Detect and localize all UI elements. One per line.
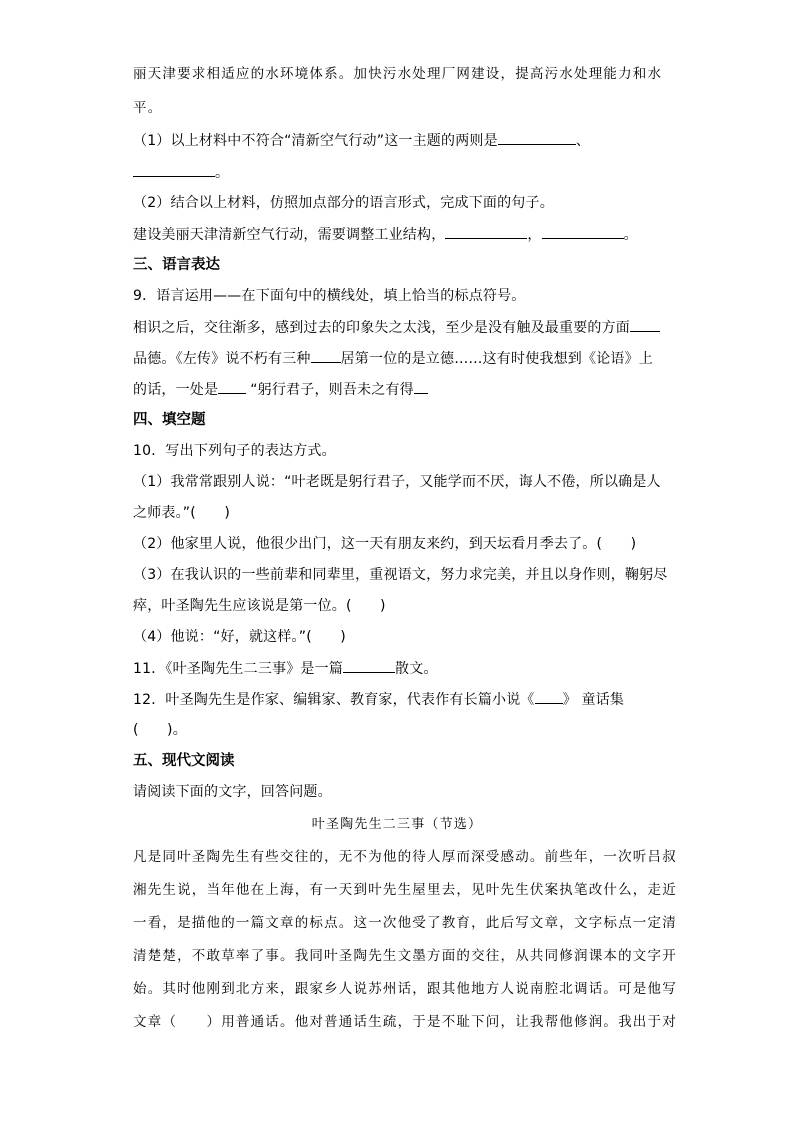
q12 (133, 689, 624, 710)
q8-sub1-text: （1）以上材料中不符合“清新空气行动”这一主题的两则是 (133, 133, 498, 149)
section-title: 四、填空题 (133, 412, 206, 428)
q9-text: 品德。《左传》说不朽有三种 (133, 351, 311, 367)
reading-paragraph-line: 一看，是描他的一篇文章的标点。这一次他受了教育，此后写文章，文字标点一定清 (133, 915, 677, 931)
q9-text: “躬行君子，则吾未之有得 (250, 382, 414, 398)
q8-sub2-end: 。 (623, 227, 638, 243)
q12-text: 12．叶圣陶先生是作家、编辑家、教育家，代表作有长篇小说《 (133, 692, 535, 708)
q8-sub2: （2）结合以上材料，仿照加点部分的语言形式，完成下面的句子。 (133, 195, 554, 211)
section-title: 五、现代文阅读 (133, 753, 235, 769)
q12-text: 》 童话集 (562, 692, 625, 708)
q10-s3-cont: 瘁，叶圣陶先生应该说是第一位。( ) (133, 598, 386, 614)
answer-blank[interactable] (542, 224, 624, 239)
q10-s1: （1）我常常跟别人说：“叶老既是躬行君子，又能学而不厌，诲人不倦，所以确是人 (133, 474, 661, 490)
answer-blank[interactable] (630, 317, 660, 332)
q8-sub2-comma: ， (527, 227, 542, 243)
answer-blank[interactable] (343, 658, 395, 673)
q10-s4: （4）他说：“好，就这样。”( ) (133, 629, 346, 645)
answer-blank[interactable] (218, 379, 246, 394)
reading-title: 叶圣陶先生二三事（节选） (311, 817, 483, 832)
reading-paragraph-line: 始。其时他刚到北方来，跟家乡人说苏州话，跟其他地方人说南腔北调话。可是他写 (133, 981, 677, 997)
q9-text: 的话，一处是 (133, 382, 219, 398)
material-line: 平。 (133, 100, 163, 116)
q8-sub2-line (133, 224, 638, 245)
q9-text: 相识之后，交往渐多，感到过去的印象失之太浅，至少是没有触及最重要的方面 (133, 320, 630, 336)
q9-text: 居第一位的是立德……这有时使我想到《论语》上 (340, 351, 654, 367)
q9-line1 (133, 317, 660, 338)
reading-instruction: 请阅读下面的文字，回答问题。 (133, 784, 332, 800)
q8-sub2-text: 建设美丽天津清新空气行动，需要调整工业结构， (133, 227, 446, 243)
q8-sub1-cont (133, 162, 229, 183)
q10-s1-cont: 之师表。”( ) (133, 505, 230, 521)
answer-blank[interactable] (414, 379, 428, 394)
reading-paragraph-line: 清楚楚，不敢草率了事。我同叶圣陶先生文墨方面的交往，从共同修润课本的文字开 (133, 948, 677, 964)
q9-line2 (133, 348, 653, 369)
answer-blank[interactable] (445, 224, 527, 239)
q10-s2: （2）他家里人说，他很少出门，这一天有朋友来约，到天坛看月季去了。( ) (133, 536, 637, 552)
answer-blank[interactable] (498, 130, 576, 145)
q8-sub1-sep: 、 (575, 133, 591, 149)
answer-blank[interactable] (535, 689, 563, 704)
q12-cont: ( )。 (133, 722, 187, 738)
reading-paragraph-line: 凡是同叶圣陶先生有些交往的，无不为他的待人厚而深受感动。前些年，一次听吕叔 (133, 849, 677, 865)
q11-text: 散文。 (395, 661, 438, 677)
q11 (133, 658, 438, 679)
q9-stem: 9．语言运用——在下面句中的横线处，填上恰当的标点符号。 (133, 288, 526, 304)
q8-sub1 (133, 130, 590, 151)
q10-stem: 10．写出下列句子的表达方式。 (133, 443, 336, 459)
answer-blank[interactable] (133, 162, 215, 177)
q8-sub1-end: 。 (215, 165, 230, 181)
q11-text: 11．《叶圣陶先生二三事》是一篇 (133, 661, 344, 677)
reading-paragraph-line: 湘先生说，当年他在上海，有一天到叶先生屋里去，见叶先生伏案执笔改什么，走近 (133, 882, 677, 898)
q10-s3: （3）在我认识的一些前辈和同辈里，重视语文，努力求完美，并且以身作则，鞠躬尽 (133, 567, 668, 583)
material-line: 丽天津要求相适应的水环境体系。加快污水处理厂网建设，提高污水处理能力和水 (133, 66, 663, 82)
reading-paragraph-line: 文章（ ）用普通话。他对普通话生疏，于是不耻下问，让我帮他修润。我出于对 (133, 1014, 677, 1030)
q9-line3 (133, 379, 428, 400)
section-title: 三、语言表达 (133, 257, 220, 273)
answer-blank[interactable] (311, 348, 341, 363)
